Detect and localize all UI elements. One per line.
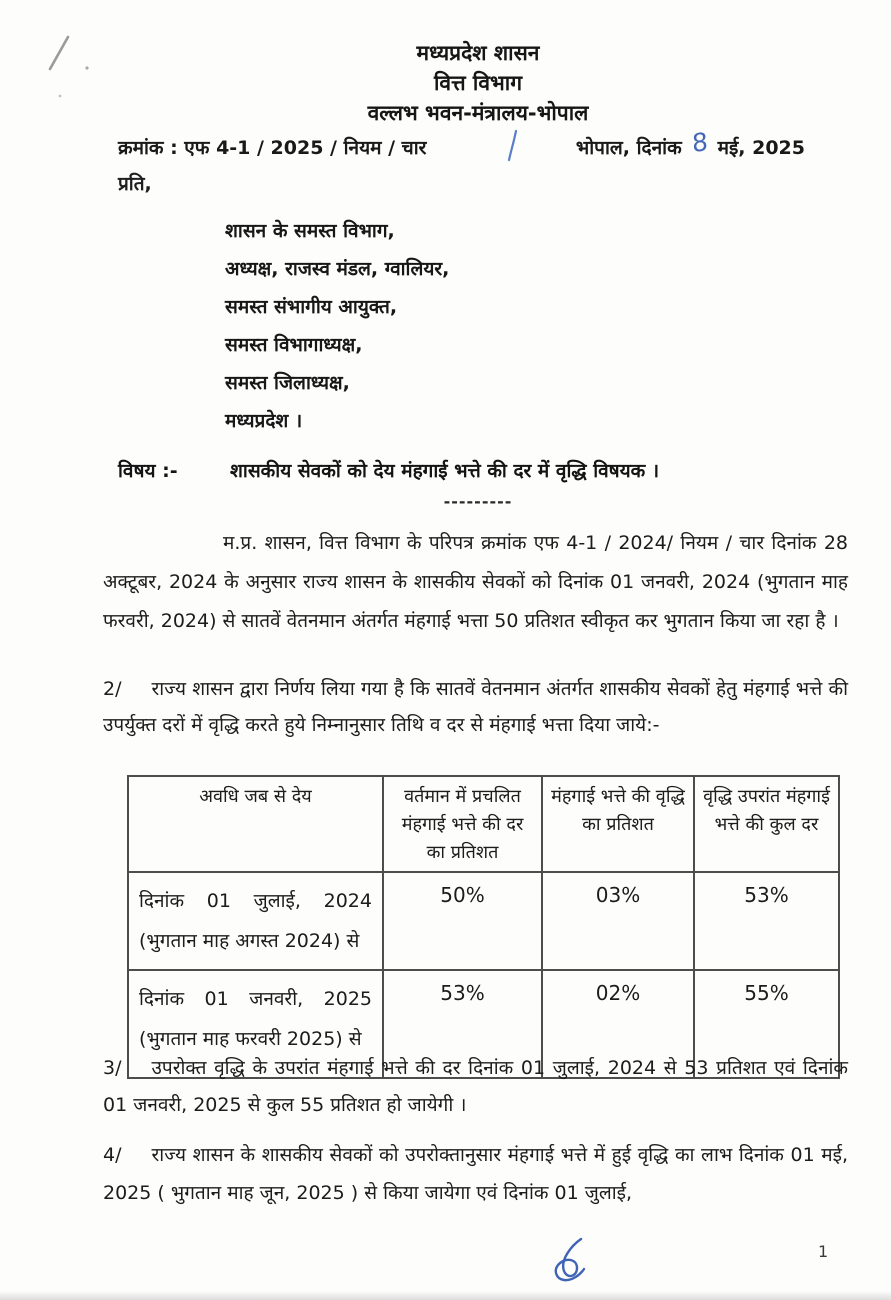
paragraph-3-number: 3/ [103,1057,122,1079]
current-rate-cell: 53% [383,970,542,1078]
addressee-item: शासन के समस्त विभाग, [225,220,395,242]
paragraph-2-number: 2/ [103,678,122,700]
paragraph-4-number: 4/ [103,1144,122,1166]
separator-dashes: --------- [443,492,513,511]
current-rate-cell: 50% [383,872,542,970]
place-and-date [575,127,805,160]
table-row [128,872,839,970]
subject-row [118,457,831,483]
page-number: 1 [818,1242,829,1261]
total-rate-cell: 55% [694,970,839,1078]
government-name: मध्यप्रदेश शासन [416,41,540,65]
handwritten-day: 8 [690,127,709,158]
addressee-item: अध्यक्ष, राजस्व मंडल, ग्वालियर, [225,258,450,280]
reference-line [118,127,805,160]
page-bottom-edge [0,1291,891,1300]
header-period: अवधि जब से देय [128,776,383,872]
header-increase-percent: मंहगाई भत्ते की वृद्धि का प्रतिशत [542,776,694,872]
reference-number: क्रमांक : एफ 4-1 / 2025 / नियम / चार [118,137,427,159]
paragraph-4-text: राज्य शासन के शासकीय सेवकों को उपरोक्तानुसार मंहगाई भत्ते में हुई वृद्धि का लाभ दिनांक 01 मई, 2025 ( भुगतान माह जून, 2025 ) से किया जायेगा एवं दिनांक 01 जुलाई, [103,1144,848,1204]
addressee-item: समस्त संभागीय आयुक्त, [225,296,398,318]
paragraph-2-text: राज्य शासन द्वारा निर्णय लिया गया है कि सातवें वेतनमान अंतर्गत शासकीय सेवकों हेतु मंहगाई भत्ते की उपर्युक्त दरों में वृद्धि करते हुये निम्नानुसार तिथि व दर से मंहगाई भत्ता दिया जाये:- [103,678,848,736]
date-suffix: मई, 2025 [717,137,805,159]
addressee-item: मध्यप्रदेश । [225,410,303,432]
paragraph-2 [103,671,848,743]
header-current-rate: वर्तमान में प्रचलित मंहगाई भत्ते की दर का प्रतिशत [383,776,542,872]
subject-text: शासकीय सेवकों को देय मंहगाई भत्ते की दर में वृद्धि विषयक । [230,460,660,482]
paragraph-1: म.प्र. शासन, वित्त विभाग के परिपत्र क्रमांक एफ 4-1 / 2024/ नियम / चार दिनांक 28 अक्टूबर, 2024 के अनुसार राज्य शासन के शासकीय सेवकों को दिनांक 01 जनवरी, 2024 (भुगतान माह फरवरी, 2024) से सातवें वेतनमान अंतर्गत मंहगाई भत्ता 50 प्रतिशत स्वीकृत कर भुगतान किया जा रहा है । [103,532,848,632]
subject-label: विषय :- [118,460,178,482]
place-date-prefix: भोपाल, दिनांक [575,137,682,159]
period-cell: दिनांक 01 जुलाई, 2024 (भुगतान माह अगस्त 2024) से [128,872,383,970]
paragraph-3-text: उपरोक्त वृद्धि के उपरांत मंहगाई भत्ते की दर दिनांक 01 जुलाई, 2024 से 53 प्रतिशत एवं दिनांक 01 जनवरी, 2025 से कुल 55 प्रतिशत हो जायेगी । [103,1057,848,1116]
addressee-list [225,212,449,440]
addressee-item: समस्त विभागाध्यक्ष, [225,334,363,356]
office-address: वल्लभ भवन-मंत्रालय-भोपाल [367,101,589,125]
signature-squiggle-icon [556,1239,584,1280]
paragraph-3 [103,1050,848,1124]
addressee-item: समस्त जिलाध्यक्ष, [225,372,350,394]
da-rate-table [127,775,840,1079]
department-name: वित्त विभाग [433,71,523,95]
table-header-row [128,776,839,872]
period-cell: दिनांक 01 जनवरी, 2025 (भुगतान माह फरवरी 2025) से [128,970,383,1078]
increase-cell: 02% [542,970,694,1078]
letterhead [60,38,891,128]
salutation: प्रति, [118,173,152,195]
increase-cell: 03% [542,872,694,970]
paragraph-4 [103,1136,848,1212]
total-rate-cell: 53% [694,872,839,970]
header-total-rate: वृद्धि उपरांत मंहगाई भत्ते की कुल दर [694,776,839,872]
